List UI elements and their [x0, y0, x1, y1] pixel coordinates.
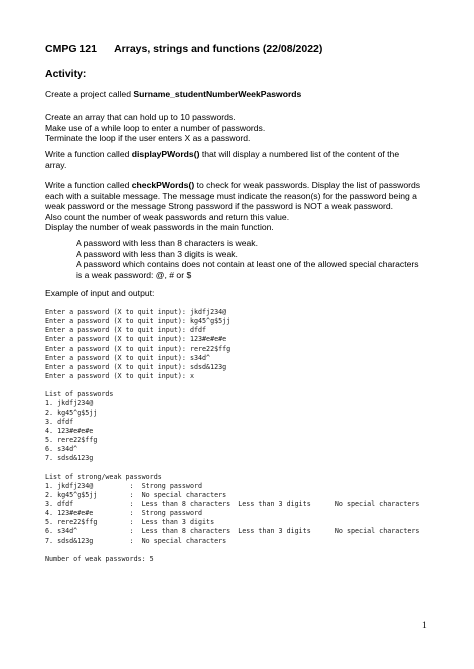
rule-line: A password which contains does not contain at least one of the allowed special characters	[76, 259, 419, 270]
document-header	[45, 43, 322, 55]
console-line	[45, 463, 419, 472]
activity-heading: Activity:	[45, 68, 87, 80]
console-line: Enter a password (X to quit input): x	[45, 371, 194, 380]
display-func-prefix: Write a function called	[45, 149, 132, 159]
console-line: Enter a password (X to quit input): 123#e#e#e	[45, 335, 227, 344]
console-line: Enter a password (X to quit input): kg45^g$5jj	[45, 317, 231, 326]
check-func-prefix: Write a function called	[45, 180, 132, 190]
weak-password-rules	[76, 238, 446, 280]
check-func-line: Display the number of weak passwords in the main function.	[45, 222, 274, 233]
console-line: 5. rere22$ffg	[45, 435, 98, 444]
document-title: Arrays, strings and functions (22/08/2022)	[114, 43, 323, 55]
console-line: List of passwords	[45, 390, 114, 399]
array-instructions	[45, 112, 445, 144]
console-line: 6. s34d^ : Less than 8 characters Less than 3 digits No special characters	[45, 527, 420, 536]
console-line: Enter a password (X to quit input): s34d^	[45, 353, 211, 362]
check-func-name: checkPWords()	[131, 180, 195, 190]
console-line: Enter a password (X to quit input): jkdfj234@	[45, 308, 227, 316]
console-line: Enter a password (X to quit input): rere22$ffg	[45, 344, 231, 353]
console-line: 7. sdsd&123g : No special characters	[45, 536, 227, 545]
console-line: 4. 123#e#e#e	[45, 426, 94, 435]
display-func-name: displayPWords()	[131, 149, 200, 159]
check-function-instruction	[45, 180, 445, 233]
instruction-line: Make use of a while loop to enter a number of passwords.	[45, 122, 266, 133]
course-code: CMPG 121	[45, 43, 97, 55]
rule-line: A password with less than 8 characters is weak.	[76, 238, 258, 248]
project-prefix: Create a project called	[45, 89, 134, 99]
instruction-line: Terminate the loop if the user enters X as a password.	[45, 133, 251, 144]
rule-line: is a weak password: @, # or $	[76, 269, 192, 280]
project-name: Surname_studentNumberWeekPaswords	[133, 89, 302, 99]
page-number: 1	[422, 621, 427, 631]
console-line: Number of weak passwords: 5	[45, 554, 154, 563]
check-func-suffix: to check for weak passwords. Display the list of passwords	[194, 180, 421, 190]
console-line: 1. jkdfj234@	[45, 399, 94, 408]
display-func-suffix: that will display a numbered list of the content of the	[199, 149, 400, 159]
console-line: List of strong/weak passwords	[45, 472, 162, 481]
console-line: 2. kg45^g$5jj	[45, 408, 98, 417]
console-line: 3. dfdf	[45, 417, 74, 426]
console-line: 5. rere22$ffg : Less than 3 digits	[45, 518, 215, 527]
console-line: Enter a password (X to quit input): dfdf	[45, 326, 207, 335]
console-line: 2. kg45^g$5jj : No special characters	[45, 490, 227, 499]
check-func-line: each with a suitable message. The message must indicate the reason(s) for the password being a	[45, 190, 417, 201]
display-func-line2: array.	[45, 159, 67, 170]
rule-line: A password with less than 3 digits is weak.	[76, 248, 238, 259]
check-func-line: weak password or the message Strong password if the password is NOT a weak password.	[45, 201, 394, 212]
console-line	[45, 381, 419, 390]
example-heading-text: Example of input and output:	[45, 288, 155, 298]
console-line: 7. sdsd&123g	[45, 454, 94, 463]
instruction-line: Create an array that can hold up to 10 passwords.	[45, 112, 236, 122]
console-line: 6. s34d^	[45, 445, 78, 454]
console-output	[45, 308, 419, 564]
console-line	[45, 546, 419, 555]
project-instruction	[45, 89, 445, 100]
console-line: Enter a password (X to quit input): sdsd&123g	[45, 362, 227, 371]
check-func-line: Also count the number of weak passwords and return this value.	[45, 211, 290, 222]
console-line: 3. dfdf : Less than 8 characters Less than 3 digits No special characters	[45, 499, 420, 508]
console-line: 1. jkdfj234@ : Strong password	[45, 481, 203, 490]
console-line: 4. 123#e#e#e : Strong password	[45, 509, 203, 518]
display-function-instruction	[45, 149, 445, 170]
example-heading	[45, 288, 445, 299]
